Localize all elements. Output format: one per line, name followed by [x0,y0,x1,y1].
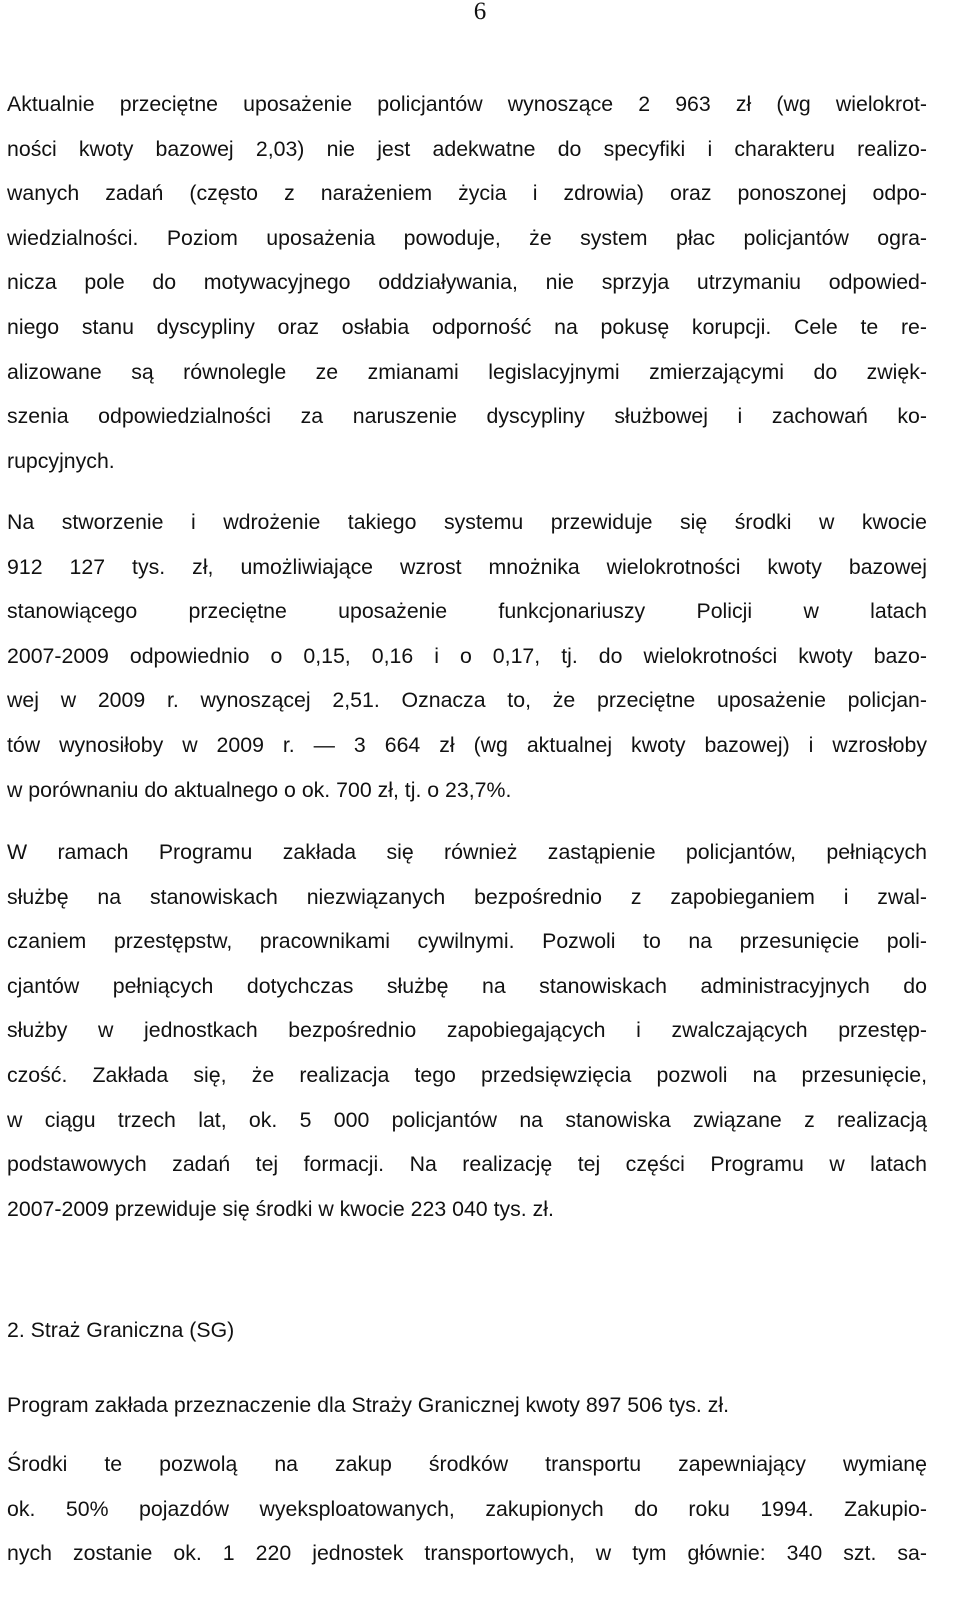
paragraph-line: 2007-2009 odpowiednio o 0,15, 0,16 i o 0,17, tj. do wielokrotności kwoty bazo- [7,643,927,668]
paragraph-line: niego stanu dyscypliny oraz osłabia odporność na pokusę korupcji. Cele te re- [7,314,927,339]
paragraph-funding-system [7,500,927,812]
paragraph-line: podstawowych zadań tej formacji. Na realizację tej części Programu w latach [7,1152,927,1177]
paragraph-line: Na stworzenie i wdrożenie takiego systemu przewiduje się środki w kwocie [7,510,927,534]
section-heading-border-guard [7,1308,927,1353]
paragraph-line: wiedzialności. Poziom uposażenia powoduje, że system płac policjantów ogra- [7,225,927,250]
paragraph-line: cjantów pełniących dotychczas służbę na stanowiskach administracyjnych do [7,973,927,998]
paragraph-line: ok. 50% pojazdów wyeksploatowanych, zakupionych do roku 1994. Zakupio- [7,1496,927,1521]
paragraph-line: Program zakłada przeznaczenie dla Straży Granicznej kwoty 897 506 tys. zł. [7,1393,730,1417]
paragraph-line: w ciągu trzech lat, ok. 5 000 policjantów na stanowiska związane z realizacją [7,1107,927,1132]
paragraph-line: służby w jednostkach bezpośrednio zapobiegających i zwalczających przestęp- [7,1018,927,1043]
paragraph-line: nicza pole do motywacyjnego oddziaływania, nie sprzyja utrzymaniu odpowied- [7,270,927,295]
paragraph-border-guard-transport [7,1442,927,1576]
paragraph-police-salary [7,82,927,483]
paragraph-line: czaniem przestępstw, pracownikami cywilnymi. Pozwoli to na przesunięcie poli- [7,929,927,954]
paragraph-line: ności kwoty bazowej 2,03) nie jest adekwatne do specyfiki i charakteru realizo- [7,136,927,161]
paragraph-line: 2007-2009 przewiduje się środki w kwocie 223 040 tys. zł. [7,1196,554,1221]
paragraph-civilian-replacement [7,830,927,1231]
paragraph-line: w porównaniu do aktualnego o ok. 700 zł, tj. o 23,7%. [7,777,512,802]
paragraph-line: 912 127 tys. zł, umożliwiające wzrost mnożnika wielokrotności kwoty bazowej [7,554,927,579]
paragraph-line: tów wynosiłoby w 2009 r. — 3 664 zł (wg aktualnej kwoty bazowej) i wzrosłoby [7,732,927,757]
paragraph-line: nych zostanie ok. 1 220 jednostek transportowych, w tym głównie: 340 szt. sa- [7,1541,927,1566]
paragraph-border-guard-amount [7,1383,927,1428]
paragraph-line: Środki te pozwolą na zakup środków transportu zapewniający wymianę [7,1452,927,1476]
paragraph-line: szenia odpowiedzialności za naruszenie dyscypliny służbowej i zachowań ko- [7,404,927,429]
section-heading-text: 2. Straż Graniczna (SG) [7,1318,235,1342]
paragraph-line: służbę na stanowiskach niezwiązanych bezpośrednio z zapobieganiem i zwal- [7,884,927,909]
paragraph-line: Aktualnie przeciętne uposażenie policjantów wynoszące 2 963 zł (wg wielokrot- [7,92,927,116]
paragraph-line: stanowiącego przeciętne uposażenie funkcjonariuszy Policji w latach [7,599,927,624]
paragraph-line: wej w 2009 r. wynoszącej 2,51. Oznacza to, że przeciętne uposażenie policjan- [7,688,927,713]
page-number: 6 [473,0,487,25]
paragraph-line: czość. Zakłada się, że realizacja tego przedsięwzięcia pozwoli na przesunięcie, [7,1062,927,1087]
paragraph-line: rupcyjnych. [7,448,115,473]
paragraph-line: W ramach Programu zakłada się również zastąpienie policjantów, pełniących [7,840,927,864]
paragraph-line: alizowane są równolegle ze zmianami legislacyjnymi zmierzającymi do zwięk- [7,359,927,384]
paragraph-line: wanych zadań (często z narażeniem życia i zdrowia) oraz ponoszonej odpo- [7,181,927,206]
